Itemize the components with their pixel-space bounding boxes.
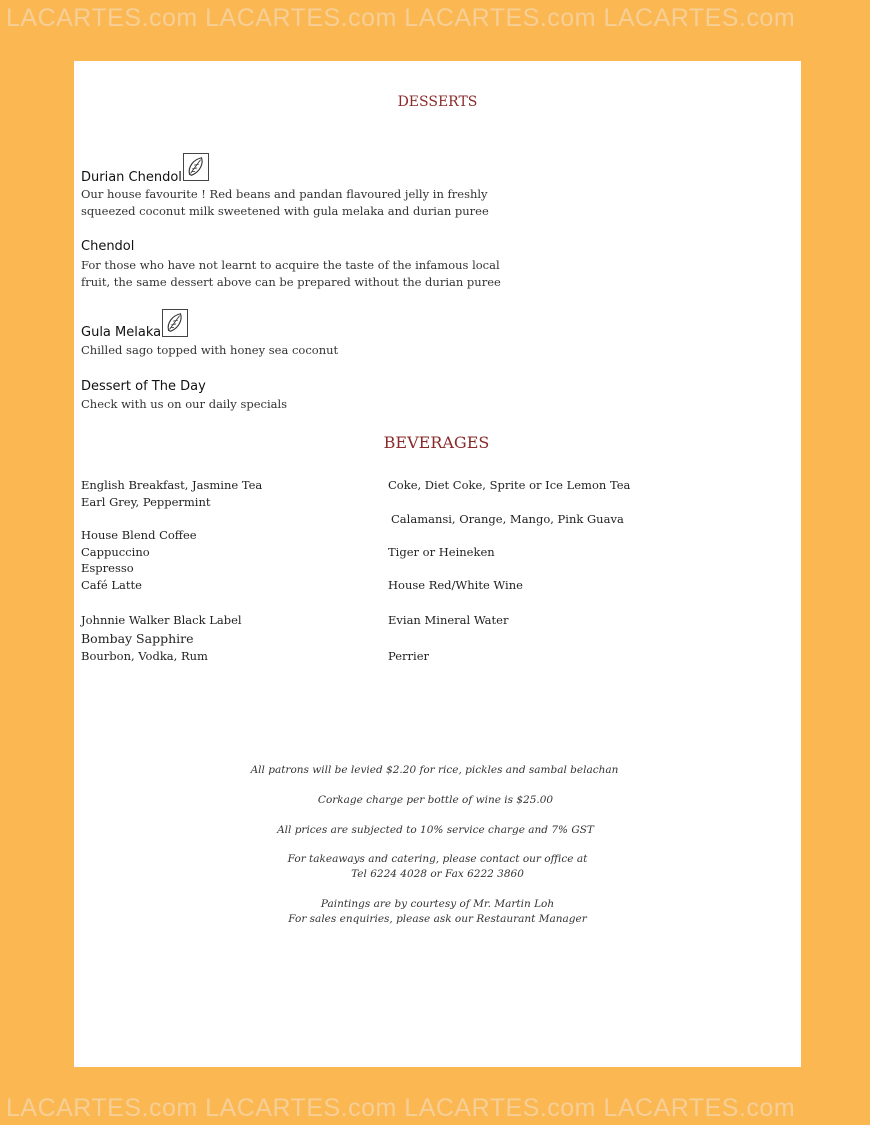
watermark-bottom: LACARTES.com LACARTES.com LACARTES.com LACARTES.com xyxy=(6,1094,796,1122)
note-paintings: Paintings are by courtesy of Mr. Martin Loh xyxy=(320,898,555,910)
dessert-name-of-the-day: Dessert of The Day xyxy=(81,379,206,394)
beverage-item: Tiger or Heineken xyxy=(388,545,495,559)
dessert-desc-line: Chilled sago topped with honey sea coconut xyxy=(81,343,339,357)
beverage-item: Calamansi, Orange, Mango, Pink Guava xyxy=(391,512,624,526)
beverage-item: Café Latte xyxy=(81,578,142,592)
dessert-desc-line: For those who have not learnt to acquire the taste of the infamous local xyxy=(81,258,500,272)
dessert-desc-line: fruit, the same dessert above can be prepared without the durian puree xyxy=(81,275,501,289)
beverage-item: English Breakfast, Jasmine Tea xyxy=(81,478,263,492)
watermark-top: LACARTES.com LACARTES.com LACARTES.com LACARTES.com xyxy=(6,4,796,32)
beverage-item: Evian Mineral Water xyxy=(388,613,509,627)
beverage-item: Espresso xyxy=(81,561,134,575)
beverage-item: House Red/White Wine xyxy=(388,578,523,592)
beverage-item: Johnnie Walker Black Label xyxy=(81,613,242,627)
beverage-item: Cappuccino xyxy=(81,545,150,559)
beverage-item: House Blend Coffee xyxy=(81,528,197,542)
desserts-title: DESSERTS xyxy=(397,94,478,110)
dessert-name-durian-chendol: Durian Chendol xyxy=(81,170,182,185)
beverage-item: Bourbon, Vodka, Rum xyxy=(81,649,208,663)
note-rice: All patrons will be levied $2.20 for rice, pickles and sambal belachan xyxy=(250,764,619,776)
note-prices: All prices are subjected to 10% service charge and 7% GST xyxy=(277,824,594,836)
dessert-name-gula-melaka: Gula Melaka xyxy=(81,325,162,340)
dessert-desc-line: Check with us on our daily specials xyxy=(81,397,288,411)
beverage-item: Perrier xyxy=(388,649,430,663)
note-contact: Tel 6224 4028 or Fax 6222 3860 xyxy=(351,868,524,880)
chili-icon xyxy=(183,153,209,181)
beverage-item: Earl Grey, Peppermint xyxy=(81,495,211,509)
dessert-desc-line: squeezed coconut milk sweetened with gula melaka and durian puree xyxy=(81,204,489,218)
beverage-item: Coke, Diet Coke, Sprite or Ice Lemon Tea xyxy=(388,478,631,492)
beverage-item: Bombay Sapphire xyxy=(81,631,194,646)
dessert-name-chendol: Chendol xyxy=(81,239,135,254)
note-sales: For sales enquiries, please ask our Restaurant Manager xyxy=(288,913,587,925)
beverages-title: BEVERAGES xyxy=(383,433,490,452)
menu-page xyxy=(74,61,801,1067)
chili-icon xyxy=(162,309,188,337)
note-corkage: Corkage charge per bottle of wine is $25.00 xyxy=(317,794,554,806)
note-takeaway: For takeaways and catering, please contact our office at xyxy=(287,853,588,865)
dessert-desc-line: Our house favourite ! Red beans and pandan flavoured jelly in freshly xyxy=(81,187,488,201)
